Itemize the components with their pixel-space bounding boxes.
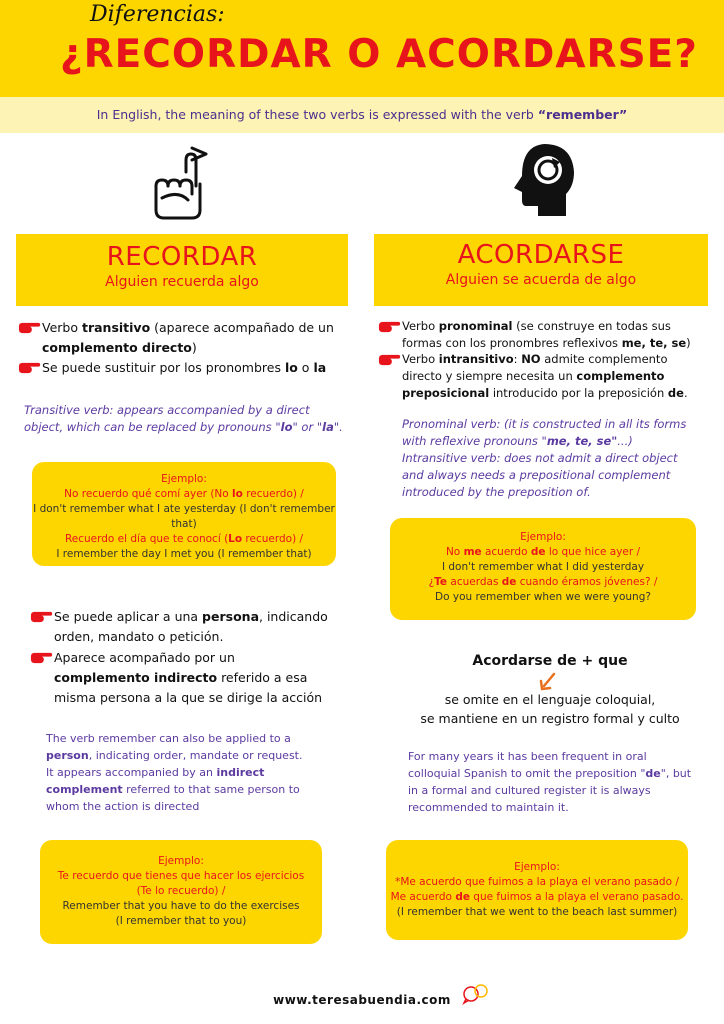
pointing-hand-icon <box>30 651 54 665</box>
script-title: Diferencias: <box>90 2 225 27</box>
pointing-hand-icon <box>30 610 54 624</box>
subtitle-band: In English, the meaning of these two verbs is expressed with the verb “remember” <box>0 97 724 133</box>
thinking-head-icon <box>510 142 578 218</box>
website-link[interactable]: www.teresabuendia.com <box>273 993 451 1007</box>
recordar-heading: RECORDAR <box>106 242 258 272</box>
pointing-hand-icon <box>18 361 42 375</box>
acordarse-english-2: For many years it has been frequent in oral colloquial Spanish to omit the preposition "de", but in a formal and cultured register it is always recommended to maintain it. <box>408 750 692 814</box>
recordar-subheading: Alguien recuerda algo <box>105 274 259 290</box>
remember-hand-icon <box>148 146 208 222</box>
arrow-down-left-icon <box>538 672 558 692</box>
acordarse-rule-title: Acordarse de + que <box>472 653 628 669</box>
acordarse-bullet-2: Verbo intransitivo: NO admite complemento directo y siempre necesita un complemento preposicional introducido por la preposición de. <box>382 351 704 402</box>
acordarse-heading-box <box>374 234 708 306</box>
acordarse-english-1: Pronominal verb: (it is constructed in all its forms with reflexive pronouns "me, te, se"...) Intransitive verb: does not admit a direct object and always needs a prepositional complement introduced by the preposition of. <box>402 417 687 499</box>
acordarse-bullet-1: Verbo pronominal (se construye en todas sus formas con los pronombres reflexivos me, te, se) <box>382 318 704 352</box>
page-title: ¿RECORDAR O ACORDARSE? <box>60 32 698 77</box>
recordar-english-2: The verb remember can also be applied to a person, indicating order, mandate or request. It appears accompanied by an indirect complement referred to that same person to whom the action is directed <box>46 732 303 813</box>
acordarse-rule-text: se omite en el lenguaje coloquial, se mantiene en un registro formal y culto <box>420 692 680 726</box>
recordar-example-2: Ejemplo: Te recuerdo que tienes que hacer los ejercicios (Te lo recuerdo) / Remember that you have to do the exercises (I remember that to you) <box>40 840 322 944</box>
recordar-heading-box <box>16 234 348 306</box>
remember-word: remember <box>546 107 620 122</box>
pointing-hand-icon <box>18 321 42 335</box>
chat-bubbles-icon <box>460 982 492 1006</box>
recordar-bullet-3: Se puede aplicar a una persona, indicando orden, mandato o petición. <box>34 607 334 647</box>
acordarse-subheading: Alguien se acuerda de algo <box>445 272 637 288</box>
acordarse-example-2: Ejemplo: *Me acuerdo que fuimos a la playa el verano pasado / Me acuerdo de que fuimos a la playa el verano pasado. (I remember that we went to the beach last summer) <box>386 840 688 940</box>
recordar-english-1: Transitive verb: appears accompanied by a direct object, which can be replaced by pronouns "lo" or "la". <box>24 403 343 434</box>
acordarse-example-1: Ejemplo: No me acuerdo de lo que hice ayer / I don't remember what I did yesterday ¿Te acuerdas de cuando éramos jóvenes? / Do you remember when we were young? <box>390 518 696 620</box>
header-banner <box>0 0 724 97</box>
recordar-bullet-1: Verbo transitivo (aparece acompañado de un complemento directo) <box>22 318 342 358</box>
pointing-hand-icon <box>378 320 402 334</box>
pointing-hand-icon <box>378 353 402 367</box>
recordar-example-1: Ejemplo: No recuerdo qué comí ayer (No lo recuerdo) / I don't remember what I ate yesterday (I don't remember that) Recuerdo el día que te conocí (Lo recuerdo) / I remember the day I met you (I remember that) <box>32 462 336 566</box>
recordar-bullet-4: Aparece acompañado por un complemento indirecto referido a esa misma persona a la que se dirige la acción <box>34 648 334 708</box>
acordarse-heading: ACORDARSE <box>457 240 625 270</box>
recordar-bullet-2: Se puede sustituir por los pronombres lo o la <box>22 358 342 378</box>
